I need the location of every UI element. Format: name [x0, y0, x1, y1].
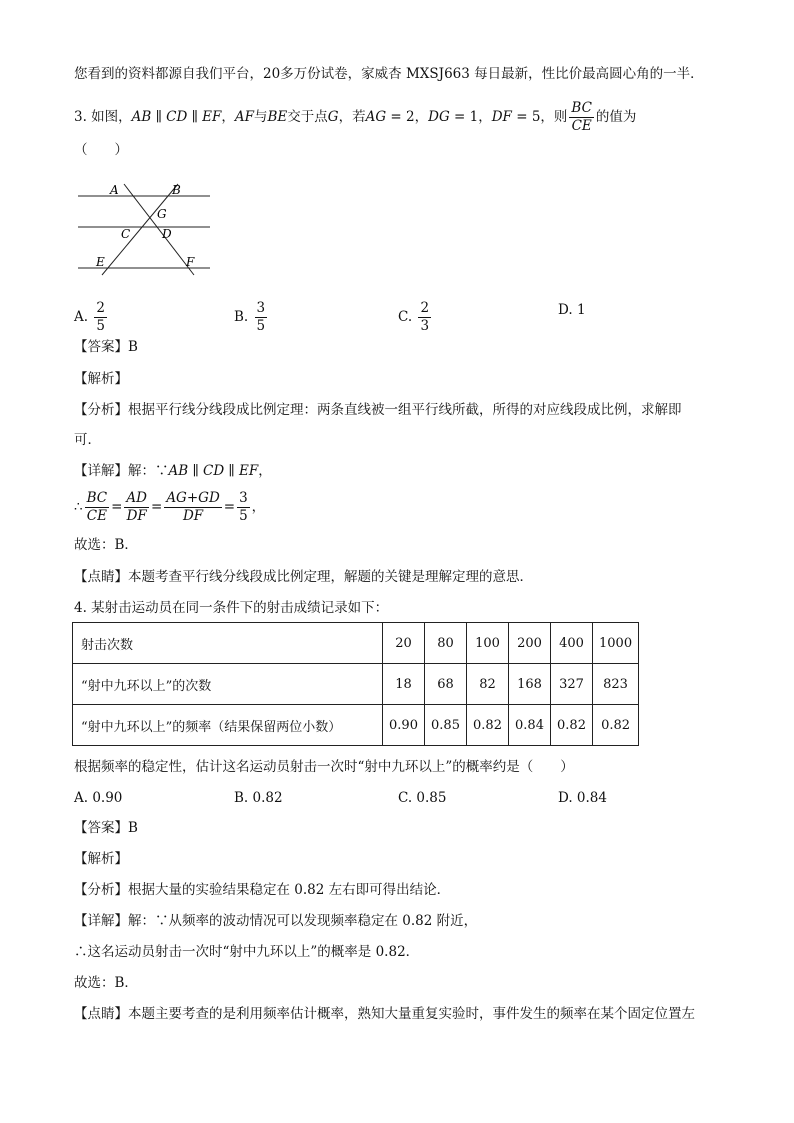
q3-option-c: C. $\frac{2}{3}$: [398, 300, 430, 334]
q3-detail-1: 【详解】解：∵AB ∥ CD ∥ EF，: [74, 463, 272, 479]
table-row: 射击次数 20 80 100 200 400 1000: [73, 623, 639, 664]
q4-question: 根据频率的稳定性，估计这名运动员射击一次时“射中九环以上”的概率约是（ ）: [74, 759, 574, 775]
figure-label-c: C: [121, 227, 131, 241]
q4-dianjing: 【点睛】本题主要考查的是利用频率估计概率，熟知大量重复实验时，事件发生的频率在某个固定位置左: [74, 1006, 695, 1022]
q4-option-d: D. 0.84: [558, 790, 607, 806]
q4-analysis-tag: 【解析】: [74, 851, 128, 867]
q4-detail-2: ∴这名运动员射击一次时“射中九环以上”的概率是 0.82．: [74, 944, 420, 960]
q4-option-a: A. 0.90: [74, 790, 123, 806]
figure-label-g: G: [157, 207, 167, 221]
q3-stem-fraction: $\frac{BC}{CE}$: [571, 100, 592, 134]
q3-select: 故选：B．: [74, 537, 138, 553]
q3-detail-equation: ∴ $\frac{BC}{CE}$ = $\frac{AD}{DF}$ = $\frac{AG+GD}{DF}$ = $\frac{3}{5}$ ，: [74, 490, 266, 524]
q3-figure: [74, 176, 214, 276]
q4-answer: 【答案】B: [74, 820, 138, 836]
figure-label-f: F: [186, 255, 195, 269]
q4-select: 故选：B．: [74, 975, 138, 991]
table-row: “射中九环以上”的次数 18 68 82 168 327 823: [73, 664, 639, 705]
table-row: “射中九环以上”的频率（结果保留两位小数） 0.90 0.85 0.82 0.84 0.82 0.82: [73, 705, 639, 746]
q3-dianjing: 【点睛】本题考查平行线分线段成比例定理，解题的关键是理解定理的意思．: [74, 569, 533, 585]
q4-detail-1: 【详解】解：∵从频率的波动情况可以发现频率稳定在 0.82 附近，: [74, 913, 478, 929]
q3-option-b: B. $\frac{3}{5}$: [234, 300, 266, 334]
figure-label-b: B: [172, 183, 181, 197]
figure-label-e: E: [96, 255, 105, 269]
q4-fenxi: 【分析】根据大量的实验结果稳定在 0.82 左右即可得出结论．: [74, 882, 451, 898]
q3-fenxi-1: 【分析】根据平行线分线段成比例定理：两条直线被一组平行线所截，所得的对应线段成比例，求解即: [74, 402, 682, 418]
q3-option-a: A. $\frac{2}{5}$: [74, 300, 105, 334]
q3-fenxi-2: 可．: [74, 432, 101, 448]
q3-analysis-tag: 【解析】: [74, 371, 128, 387]
header-notice: 您看到的资料都源自我们平台，20多万份试卷，家威杏 MXSJ663 每日最新，性比价最高圆心角的一半．: [74, 66, 704, 82]
q4-option-c: C. 0.85: [398, 790, 447, 806]
figure-label-d: D: [162, 227, 172, 241]
q3-stem: 3. 如图，AB ∥ CD ∥ EF，AF与BE交于点G，若AG = 2，DG = 1，DF = 5，则 $\frac{BC}{CE}$ 的值为: [74, 100, 637, 134]
q4-record-table: [72, 622, 639, 746]
q3-blank: （ ）: [74, 142, 128, 158]
q4-option-b: B. 0.82: [234, 790, 283, 806]
q3-option-d: D. 1: [558, 302, 586, 318]
figure-label-a: A: [110, 183, 119, 197]
q4-stem: 4. 某射击运动员在同一条件下的射击成绩记录如下：: [74, 600, 389, 616]
q3-answer: 【答案】B: [74, 339, 138, 355]
